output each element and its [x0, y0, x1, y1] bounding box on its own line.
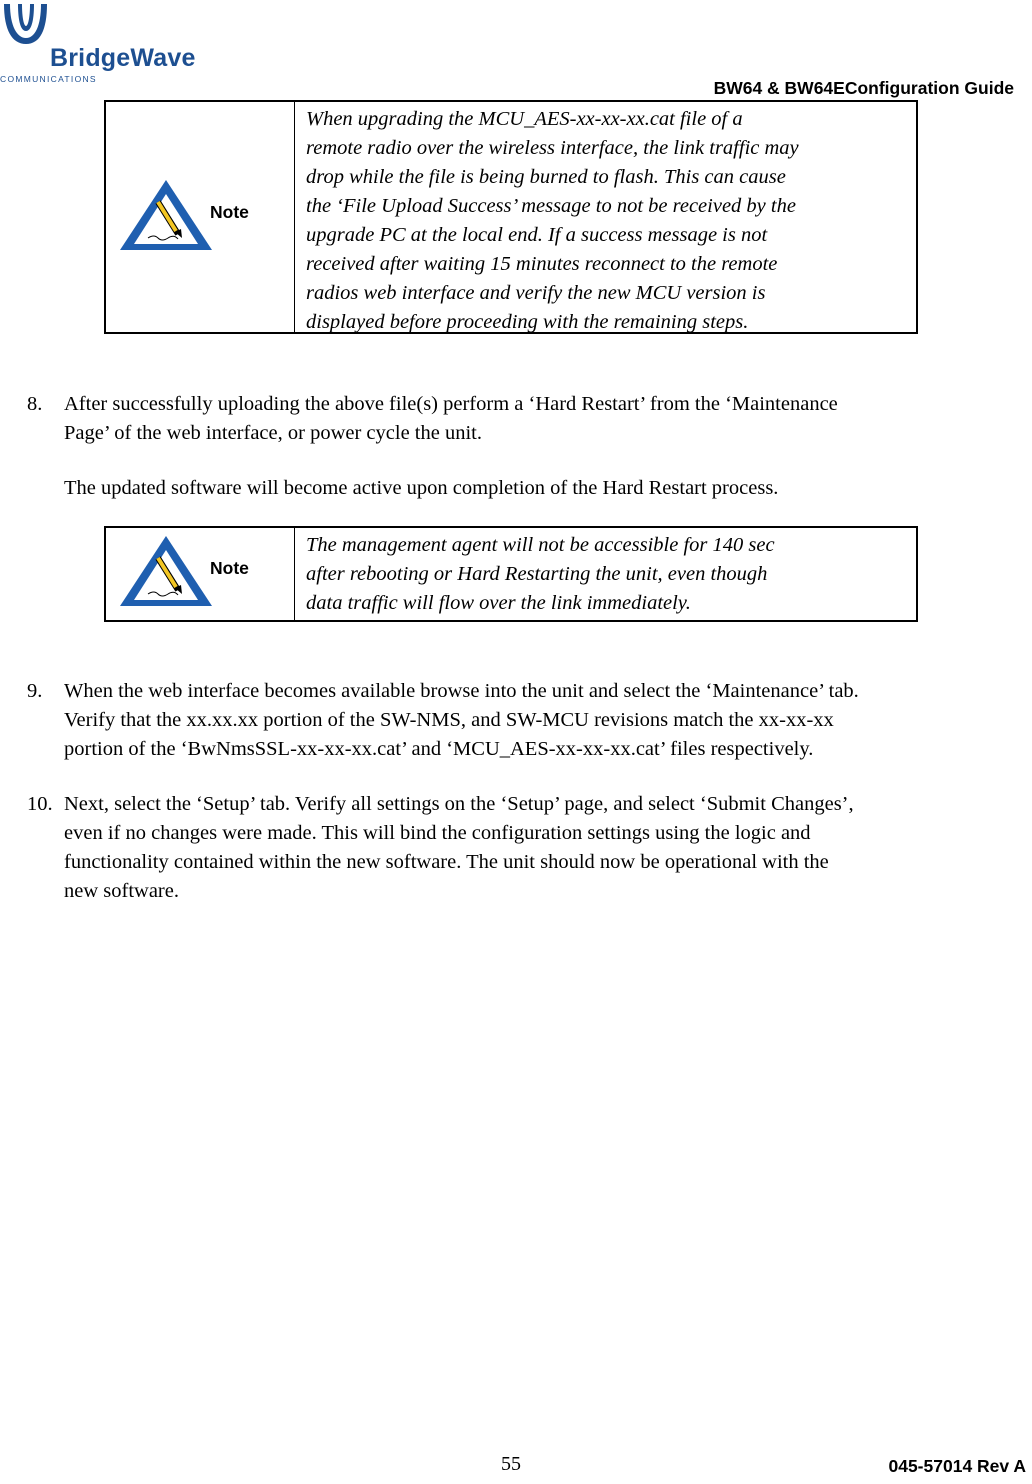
- note-line: remote radio over the wireless interface, the link traffic may: [306, 137, 799, 159]
- step-text: [64, 790, 854, 906]
- note-line: drop while the file is being burned to flash. This can cause: [306, 166, 786, 188]
- step-number: 9.: [27, 680, 43, 702]
- step-line: even if no changes were made. This will bind the configuration settings using the logic and: [64, 822, 811, 844]
- note-text: [295, 528, 916, 620]
- step-line: functionality contained within the new software. The unit should now be operational with the: [64, 851, 829, 873]
- page-number: 55: [501, 1453, 521, 1475]
- note-text: [295, 102, 916, 332]
- guide-title: BW64 & BW64EConfiguration Guide: [713, 78, 1014, 98]
- note-label: Note: [210, 202, 249, 222]
- note-line: after rebooting or Hard Restarting the unit, even though: [306, 563, 768, 585]
- note-pencil-icon: [118, 534, 214, 610]
- document-number: 045-57014 Rev A: [888, 1456, 1026, 1476]
- note-box-1: [104, 100, 918, 334]
- step-line: Next, select the ‘Setup’ tab. Verify all settings on the ‘Setup’ page, and select ‘Submit Changes’,: [64, 793, 854, 815]
- step-number: 8.: [27, 393, 43, 415]
- bridgewave-wave-icon: [0, 0, 50, 50]
- note-line: data traffic will flow over the link immediately.: [306, 592, 691, 614]
- step-line: new software.: [64, 880, 179, 902]
- step-line: Page’ of the web interface, or power cycle the unit.: [64, 422, 482, 444]
- step-number: 10.: [27, 793, 53, 815]
- step-line: portion of the ‘BwNmsSSL-xx-xx-xx.cat’ and ‘MCU_AES-xx-xx-xx.cat’ files respectively.: [64, 738, 814, 760]
- step-line: Verify that the xx.xx.xx portion of the SW-NMS, and SW-MCU revisions match the xx-xx-xx: [64, 709, 834, 731]
- logo-subtitle: COMMUNICATIONS: [0, 74, 97, 84]
- note-line: The management agent will not be accessible for 140 sec: [306, 534, 775, 556]
- note-label: Note: [210, 558, 249, 578]
- note-line: the ‘File Upload Success’ message to not be received by the: [306, 195, 796, 217]
- note-icon-cell: [106, 102, 295, 332]
- note-line: displayed before proceeding with the remaining steps.: [306, 311, 749, 333]
- step-text: [64, 677, 859, 764]
- note-icon-cell: [106, 528, 295, 620]
- note-line: upgrade PC at the local end. If a success message is not: [306, 224, 768, 246]
- note-pencil-icon: [118, 178, 214, 254]
- note-line: received after waiting 15 minutes reconnect to the remote: [306, 253, 778, 275]
- step-line: When the web interface becomes available browse into the unit and select the ‘Maintenance’ tab.: [64, 680, 859, 702]
- note-box-2: [104, 526, 918, 622]
- step-followup: The updated software will become active upon completion of the Hard Restart process.: [64, 477, 779, 499]
- step-line: After successfully uploading the above file(s) perform a ‘Hard Restart’ from the ‘Maintenance: [64, 393, 838, 415]
- bridgewave-logo: [0, 0, 200, 90]
- note-line: radios web interface and verify the new MCU version is: [306, 282, 766, 304]
- logo-name: BridgeWave: [50, 44, 196, 72]
- step-text: [64, 390, 838, 448]
- note-line: When upgrading the MCU_AES-xx-xx-xx.cat file of a: [306, 108, 743, 130]
